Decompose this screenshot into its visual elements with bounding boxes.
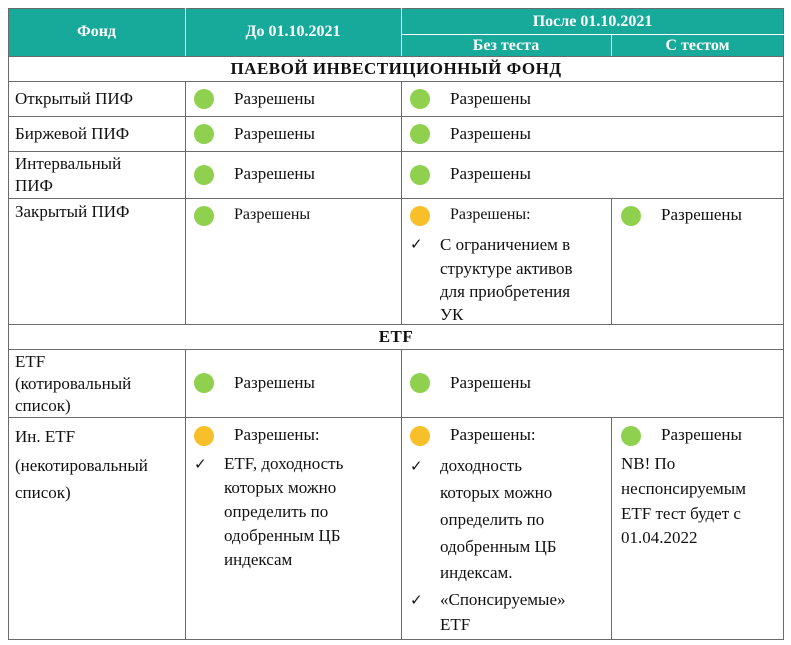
foreign-etf-no-test: Разрешены: xyxy=(450,425,536,444)
foreign-before-note-line: которых можно xyxy=(224,478,337,497)
row-interval-name-line2: ПИФ xyxy=(15,176,53,195)
col-line xyxy=(185,349,186,640)
foreign-no-test-note-line: которых можно xyxy=(440,483,553,502)
border-bottom xyxy=(8,639,784,640)
row-closed-with-test: Разрешены xyxy=(661,205,742,224)
row-foreign-etf-name-line: Ин. ETF xyxy=(15,427,76,446)
header-with-test: С тестом xyxy=(611,35,784,56)
row-line xyxy=(8,81,784,82)
row-open-before: Разрешены xyxy=(234,89,315,108)
header-col-divider xyxy=(611,35,612,56)
foreign-no-test-note-line: доходность xyxy=(440,456,522,475)
header-divider xyxy=(401,34,784,35)
header-fund: Фонд xyxy=(8,8,185,56)
status-green-dot xyxy=(194,206,214,226)
status-green-dot xyxy=(410,373,430,393)
row-open-name: Открытый ПИФ xyxy=(15,89,134,108)
col-line xyxy=(611,198,612,324)
closed-note-line: для приобретения xyxy=(440,282,571,301)
foreign-no-test-note-line: одобренным ЦБ xyxy=(440,537,557,556)
status-green-dot xyxy=(621,206,641,226)
header-after: После 01.10.2021 xyxy=(401,8,784,35)
status-yellow-dot xyxy=(410,206,430,226)
foreign-no-test-note2-line: «Спонсируемые» xyxy=(440,590,566,609)
border-top xyxy=(8,8,784,9)
row-exchange-before: Разрешены xyxy=(234,124,315,143)
status-green-dot xyxy=(194,89,214,109)
row-etf-name-line: ETF xyxy=(15,352,46,371)
row-line xyxy=(8,349,784,350)
col-line xyxy=(185,81,186,324)
foreign-no-test-note-line: определить по xyxy=(440,510,545,529)
status-green-dot xyxy=(621,426,641,446)
check-icon: ✓ xyxy=(194,455,207,473)
row-line xyxy=(8,324,784,325)
header-before: До 01.10.2021 xyxy=(185,8,401,56)
status-green-dot xyxy=(410,124,430,144)
row-open-no-test: Разрешены xyxy=(450,89,531,108)
foreign-no-test-note2-line: ETF xyxy=(440,615,471,634)
status-green-dot xyxy=(194,124,214,144)
foreign-with-test-note-line: NB! По xyxy=(621,454,676,473)
foreign-no-test-note-line: индексам. xyxy=(440,563,513,582)
foreign-before-note-line: ETF, доходность xyxy=(224,454,344,473)
row-closed-before: Разрешены xyxy=(234,206,311,223)
check-icon: ✓ xyxy=(410,235,423,253)
row-line xyxy=(8,417,784,418)
status-green-dot xyxy=(194,165,214,185)
row-etf-name-line: (котировальный xyxy=(15,374,132,393)
row-exchange-no-test: Разрешены xyxy=(450,124,531,143)
row-interval-no-test: Разрешены xyxy=(450,164,531,183)
row-foreign-etf-name-line: (некотировальный xyxy=(15,456,148,475)
status-yellow-dot xyxy=(194,426,214,446)
check-icon: ✓ xyxy=(410,457,423,475)
status-green-dot xyxy=(194,373,214,393)
row-foreign-etf-name-line: список) xyxy=(15,483,71,502)
foreign-before-note-line: одобренным ЦБ xyxy=(224,526,341,545)
row-line xyxy=(8,56,784,57)
foreign-etf-with-test: Разрешены xyxy=(661,425,742,444)
row-line xyxy=(8,116,784,117)
row-interval-name-line1: Интервальный xyxy=(15,154,122,173)
row-etf-before: Разрешены xyxy=(234,373,315,392)
status-green-dot xyxy=(410,165,430,185)
row-etf-no-test: Разрешены xyxy=(450,373,531,392)
permissions-table xyxy=(8,8,784,640)
section-pif: ПАЕВОЙ ИНВЕСТИЦИОННЫЙ ФОНД xyxy=(8,56,784,81)
col-line xyxy=(401,349,402,640)
foreign-with-test-note-line: 01.04.2022 xyxy=(621,528,698,547)
row-closed-no-test: Разрешены: xyxy=(450,206,531,223)
col-line xyxy=(611,417,612,640)
row-exchange-name: Биржевой ПИФ xyxy=(15,124,130,143)
closed-note-line: структуре активов xyxy=(440,259,573,278)
foreign-before-note-line: индексам xyxy=(224,550,293,569)
header-col-divider xyxy=(185,8,186,56)
col-line xyxy=(401,81,402,324)
foreign-etf-before: Разрешены: xyxy=(234,425,320,444)
row-etf-name-line: список) xyxy=(15,396,71,415)
row-line xyxy=(8,151,784,152)
row-line xyxy=(8,198,784,199)
row-interval-before: Разрешены xyxy=(234,164,315,183)
closed-note-line: УК xyxy=(440,305,464,324)
row-closed-name: Закрытый ПИФ xyxy=(15,202,130,221)
closed-note-line: С ограничением в xyxy=(440,235,571,254)
header-col-divider xyxy=(401,8,402,56)
foreign-with-test-note-line: ETF тест будет с xyxy=(621,504,741,523)
status-yellow-dot xyxy=(410,426,430,446)
status-green-dot xyxy=(410,89,430,109)
check-icon: ✓ xyxy=(410,591,423,609)
section-etf: ETF xyxy=(8,324,784,349)
header-no-test: Без теста xyxy=(401,35,611,56)
foreign-with-test-note-line: неспонсируемым xyxy=(621,479,746,498)
foreign-before-note-line: определить по xyxy=(224,502,329,521)
